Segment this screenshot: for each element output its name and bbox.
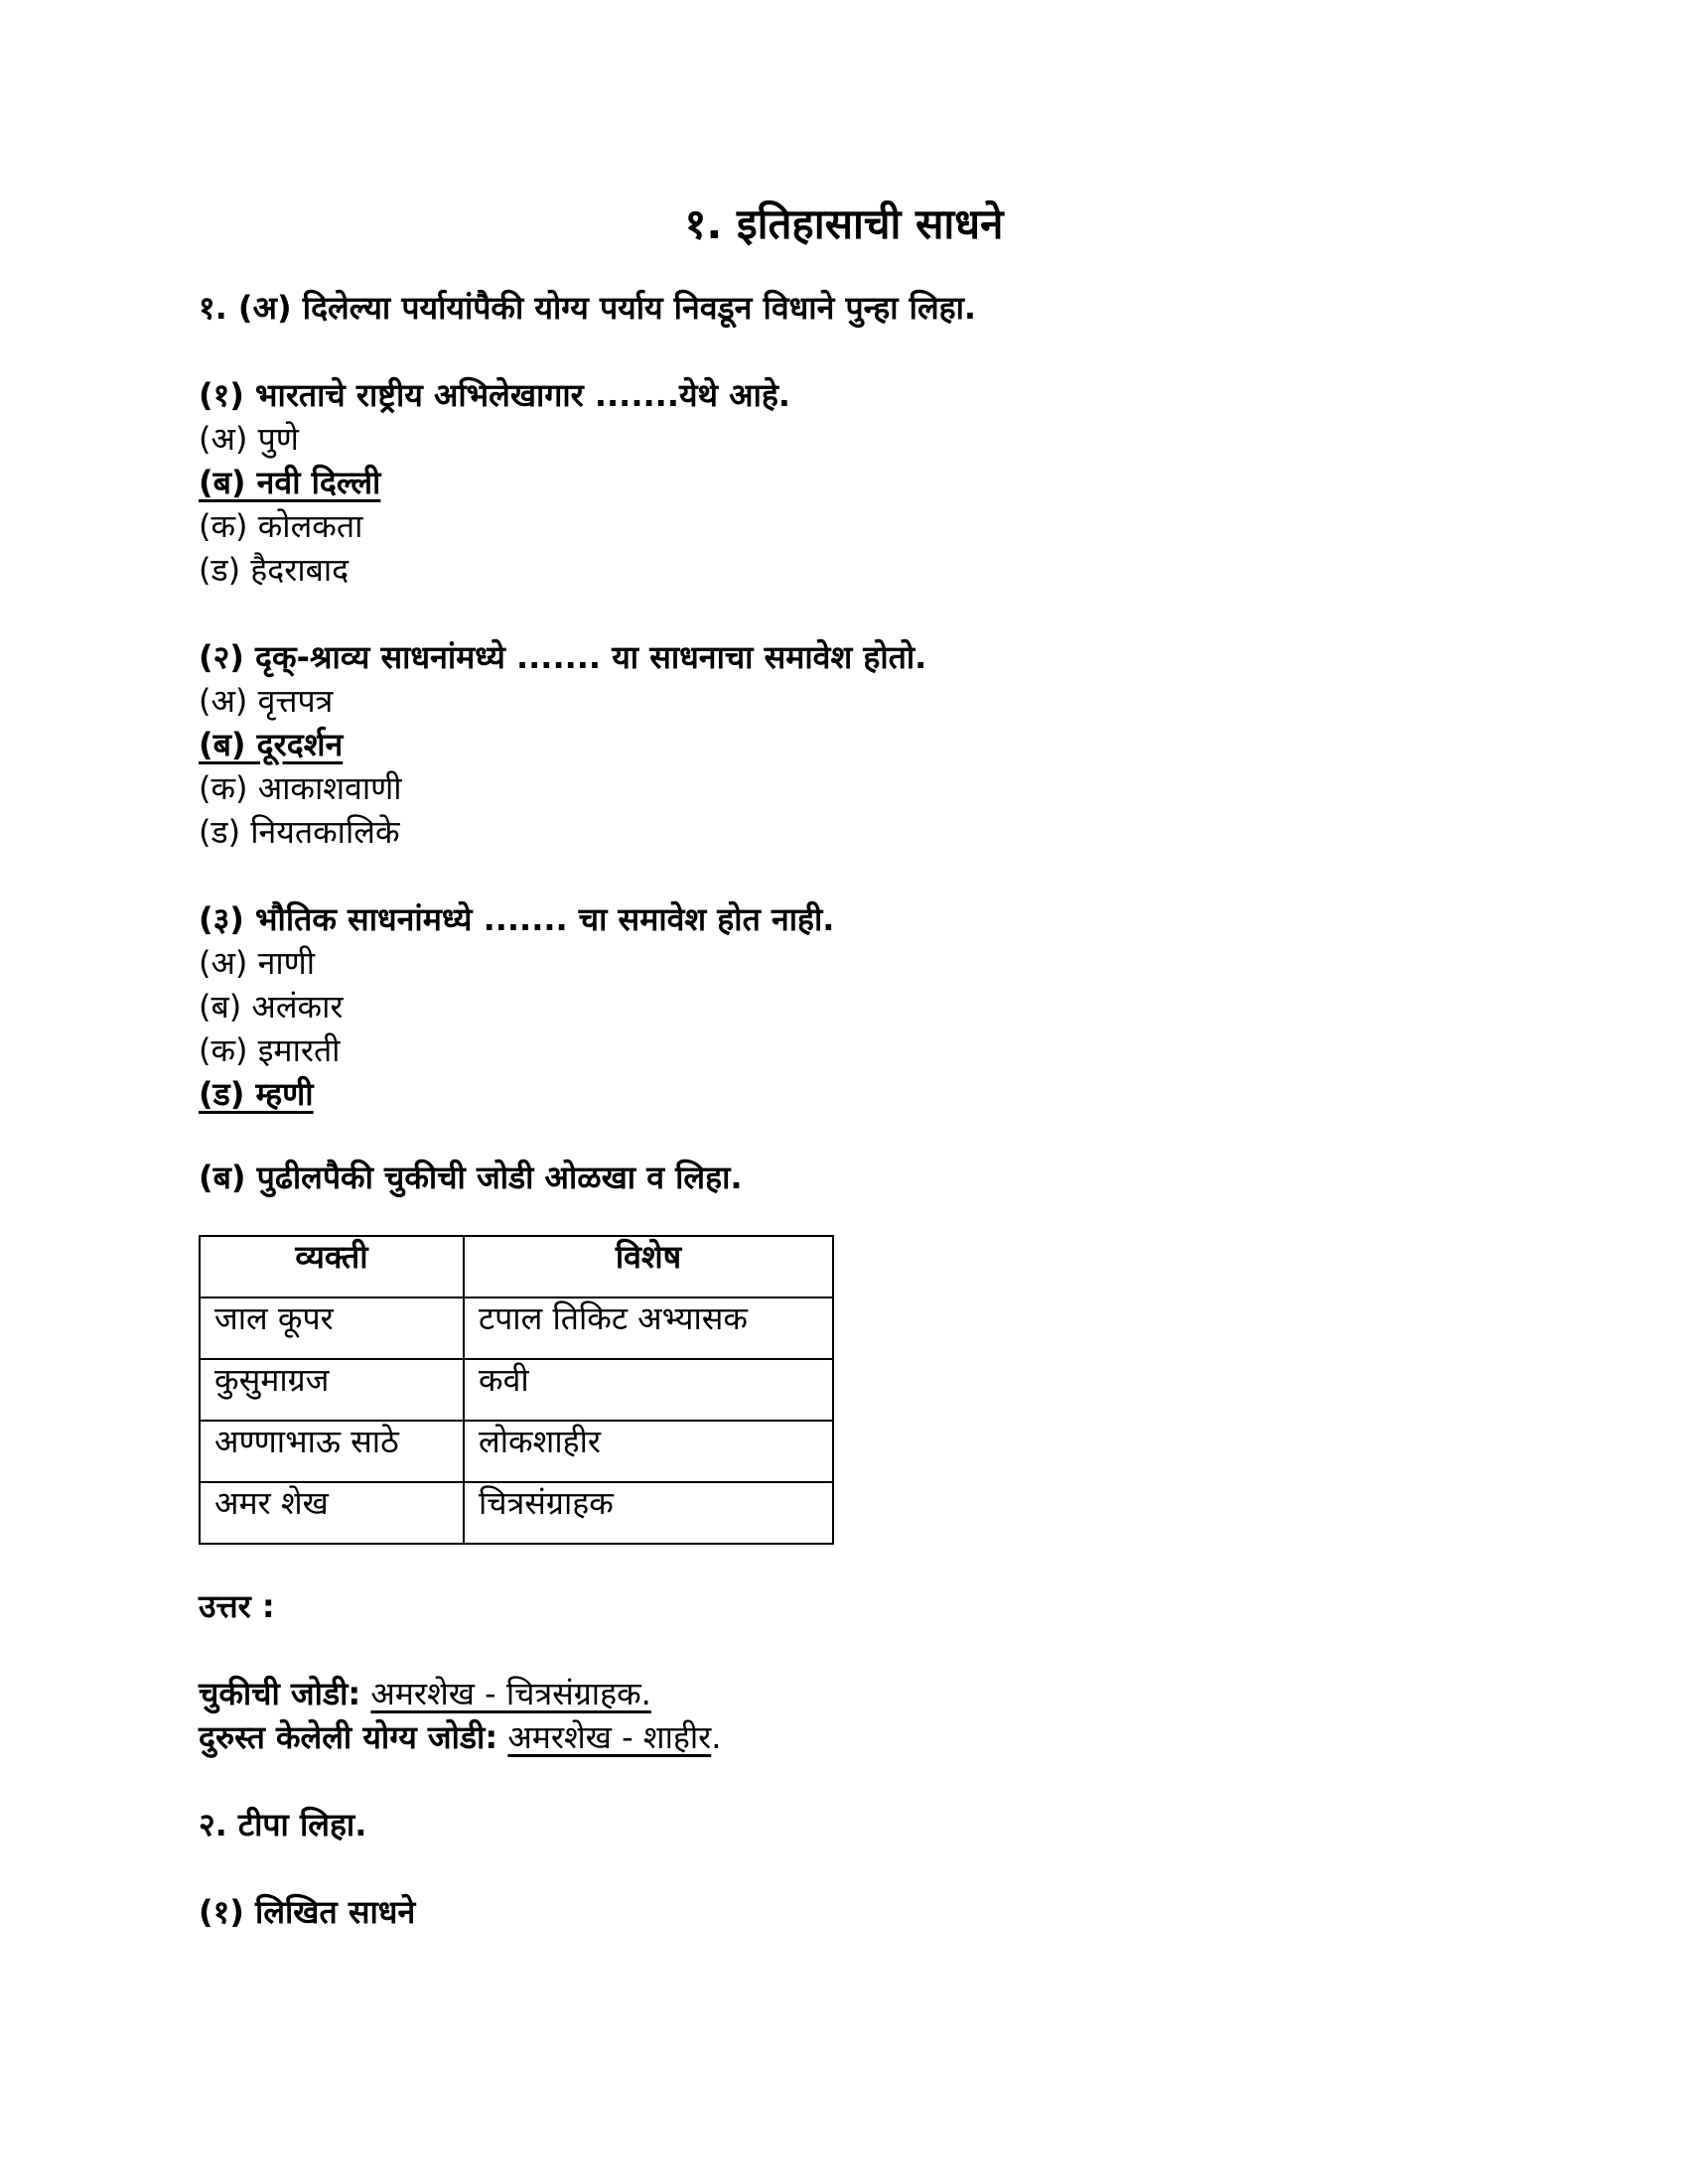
table-cell-person: अण्णाभाऊ साठे [200, 1421, 464, 1482]
wrong-pair-line [199, 1672, 1489, 1715]
table-cell-person: जाल कूपर [200, 1297, 464, 1359]
correct-pair-label: दुरुस्त केलेली योग्य जोडी: [199, 1718, 498, 1756]
option-a: (अ) नाणी [199, 944, 316, 982]
correct-pair-line [199, 1715, 1489, 1759]
pairs-table [199, 1235, 834, 1545]
question-text: (१) भारताचे राष्ट्रीय अभिलेखागार .......येथे आहे. [199, 376, 790, 414]
question-3 [199, 897, 1489, 1116]
table-header-specialty: विशेष [464, 1236, 833, 1297]
table-header-row [200, 1236, 833, 1297]
correct-pair-value: अमरशेख - शाहीर [507, 1718, 712, 1756]
table-cell-specialty: चित्रसंग्राहक [464, 1482, 833, 1544]
option-a: (अ) वृत्तपत्र [199, 682, 334, 720]
chapter-title: १. इतिहासाची साधने [684, 200, 1004, 248]
table-row [200, 1297, 833, 1359]
option-b-correct: (ब) दूरदर्शन [199, 726, 344, 763]
table-cell-specialty: कवी [464, 1359, 833, 1421]
question-2 [199, 635, 1489, 854]
table-row [200, 1421, 833, 1482]
option-c: (क) आकाशवाणी [199, 769, 402, 807]
option-d-correct: (ड) म्हणी [199, 1075, 314, 1113]
option-b-correct: (ब) नवी दिल्ली [199, 464, 381, 501]
question-text: (३) भौतिक साधनांमध्ये ....... चा समावेश होत नाही. [199, 900, 835, 938]
answer-block [199, 1672, 1489, 1759]
table-cell-specialty: लोकशाहीर [464, 1421, 833, 1482]
option-d: (ड) हैदराबाद [199, 551, 350, 589]
question-text: (२) दृक्-श्राव्य साधनांमध्ये ....... या साधनाचा समावेश होतो. [199, 638, 927, 676]
question-1 [199, 373, 1489, 592]
table-cell-person: कुसुमाग्रज [200, 1359, 464, 1421]
answer-label: उत्तर : [199, 1587, 275, 1625]
section-2-heading: २. टीपा लिहा. [199, 1806, 367, 1843]
table-header-person: व्यक्ती [200, 1236, 464, 1297]
section-2-subheading: (१) लिखित साधने [199, 1893, 416, 1931]
section-a-heading: १. (अ) दिलेल्या पर्यायांपैकी योग्य पर्याय निवडून विधाने पुन्हा लिहा. [199, 289, 977, 327]
option-c: (क) कोलकता [199, 507, 363, 545]
table-cell-specialty: टपाल तिकिट अभ्यासक [464, 1297, 833, 1359]
content-body [199, 286, 1489, 1934]
correct-pair-period: . [711, 1718, 722, 1756]
table-row [200, 1359, 833, 1421]
option-c: (क) इमारती [199, 1031, 341, 1069]
table-row [200, 1482, 833, 1544]
option-a: (अ) पुणे [199, 420, 299, 458]
table-cell-person: अमर शेख [200, 1482, 464, 1544]
wrong-pair-label: चुकीची जोडी: [199, 1675, 361, 1712]
option-d: (ड) नियतकालिके [199, 813, 400, 851]
section-b-heading: (ब) पुढीलपैकी चुकीची जोडी ओळखा व लिहा. [199, 1159, 743, 1196]
wrong-pair-value: अमरशेख - चित्रसंग्राहक. [370, 1675, 651, 1712]
option-b: (ब) अलंकार [199, 988, 344, 1025]
